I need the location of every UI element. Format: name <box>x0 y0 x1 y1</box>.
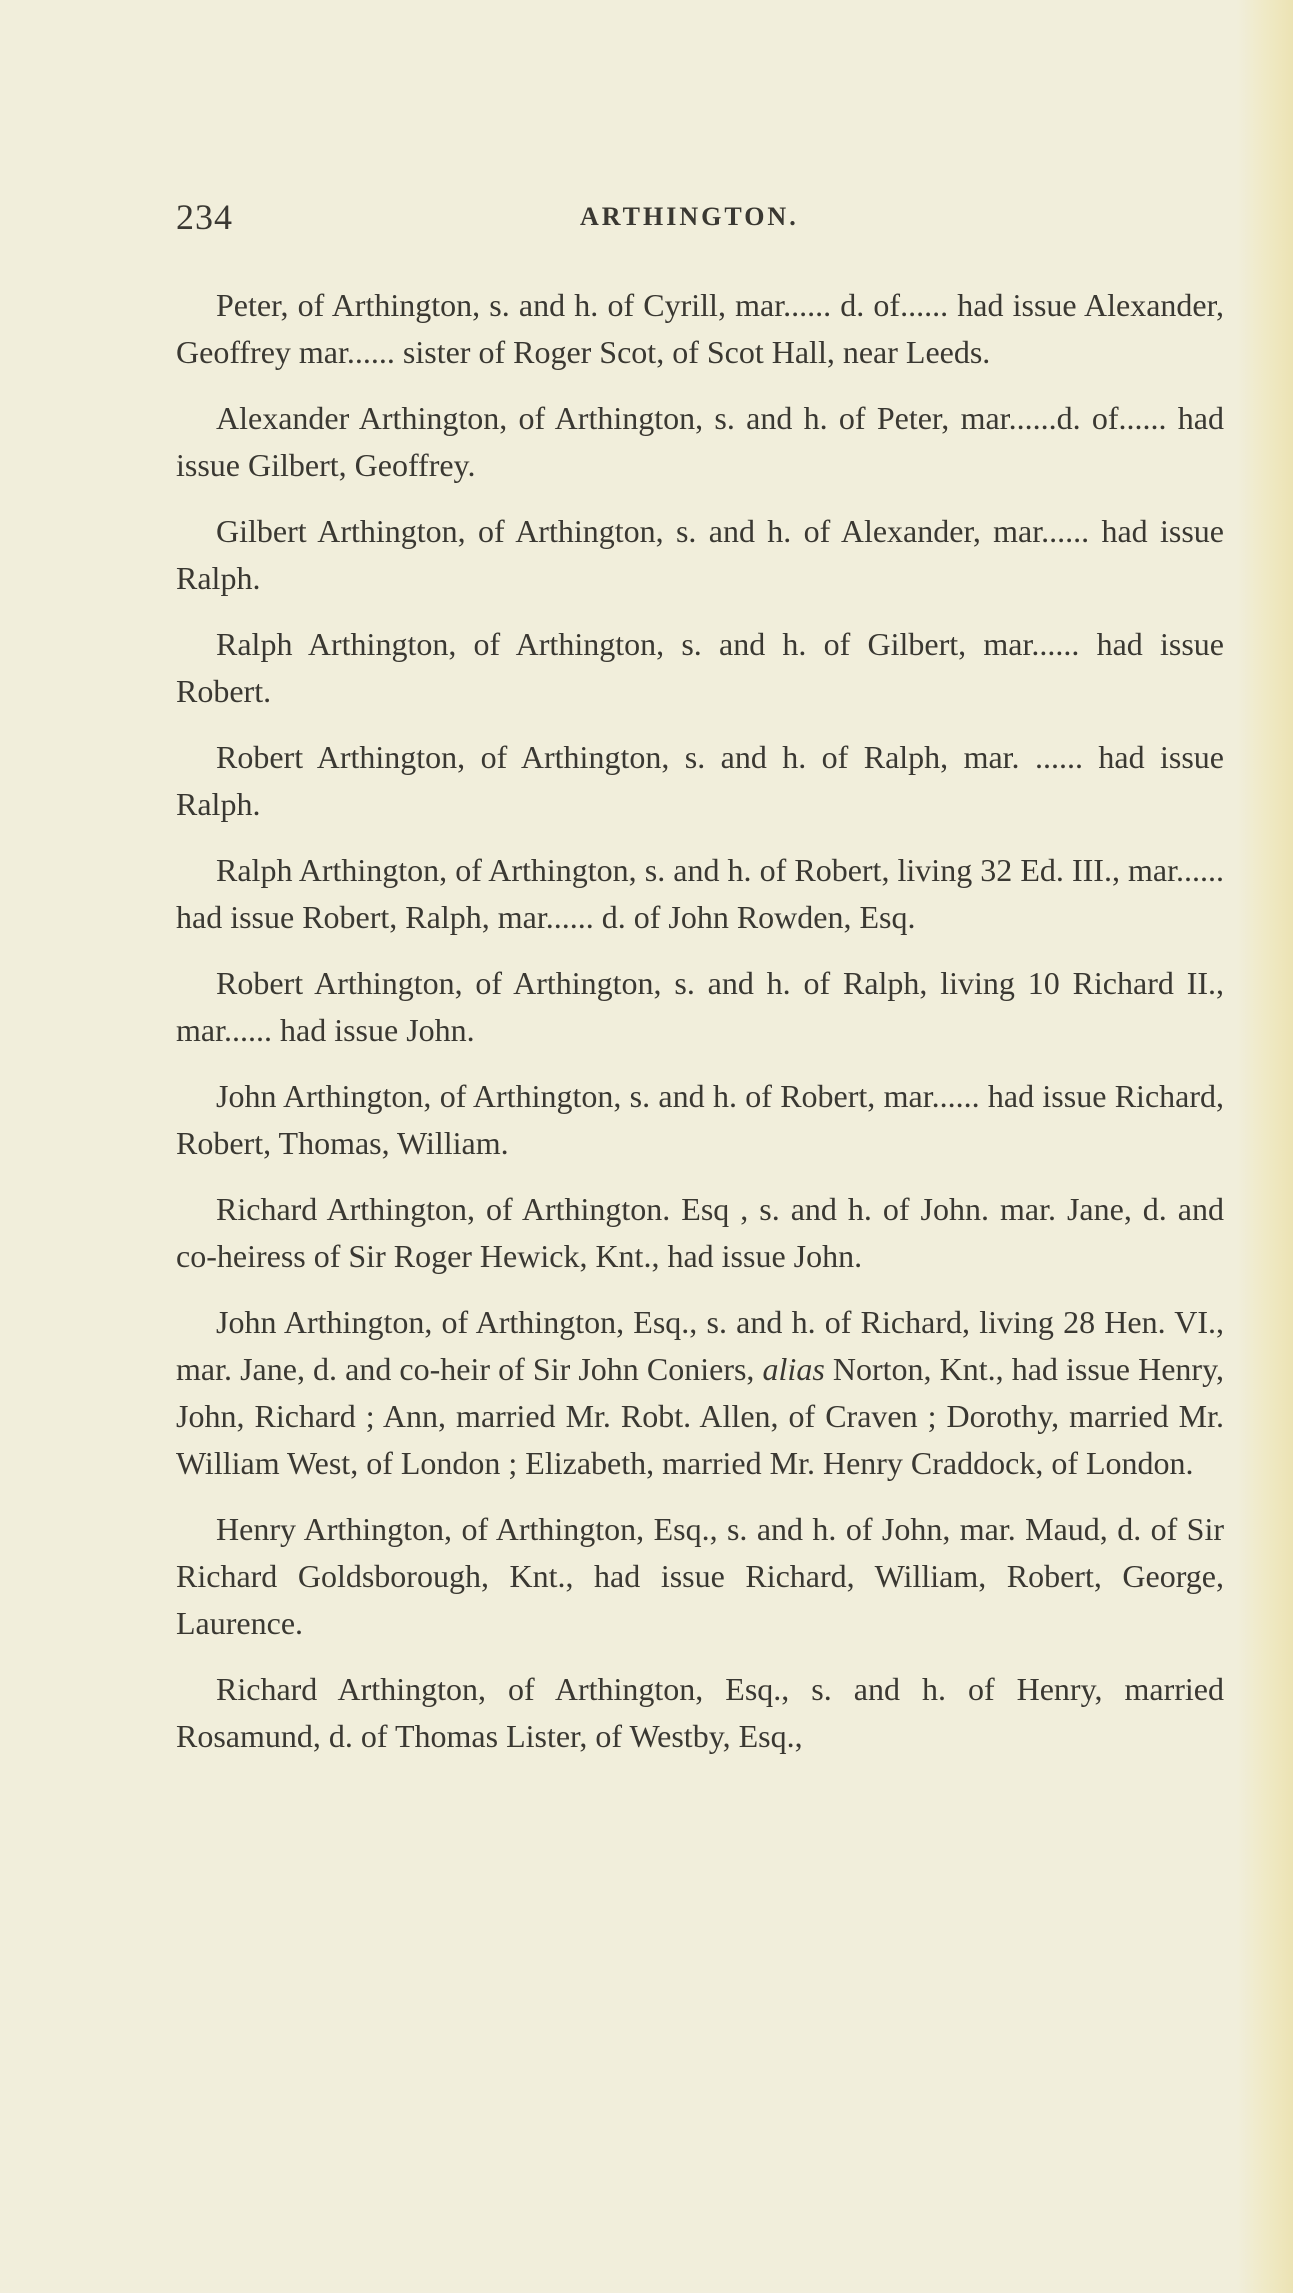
genealogy-text <box>176 282 1224 1760</box>
running-head <box>176 196 1224 256</box>
paragraph-robert: Robert Arthington, of Arthington, s. and h. of Ralph, mar. ...... had issue Ralph. <box>176 739 1224 822</box>
running-title: ARTHINGTON. <box>580 202 799 231</box>
paragraph-richard: Richard Arthington, of Arthington. Esq , s. and h. of John. mar. Jane, d. and co-heiress of Sir Roger Hewick, Knt., had issue John. <box>176 1191 1224 1274</box>
paragraph-ralph: Ralph Arthington, of Arthington, s. and h. of Gilbert, mar...... had issue Robert. <box>176 626 1224 709</box>
paragraph-john-2: John Arthington, of Arthington, Esq., s. and h. of Richard, living 28 Hen. VI., mar. Jane, d. and co-heir of Sir John Coniers, alias Norton, Knt., had issue Henry, John, Richard ; Ann, married Mr. Robt. Allen, of Craven ; Dorothy, married Mr. William West, of London ; Elizabeth, married Mr. Henry Craddock, of London. <box>176 1304 1225 1481</box>
paragraph-gilbert: Gilbert Arthington, of Arthington, s. and h. of Alexander, mar...... had issue Ralph. <box>176 513 1224 596</box>
paragraph-alexander: Alexander Arthington, of Arthington, s. and h. of Peter, mar......d. of...... had issue Gilbert, Geoffrey. <box>176 400 1224 483</box>
paragraph-henry: Henry Arthington, of Arthington, Esq., s. and h. of John, mar. Maud, d. of Sir Richard Goldsborough, Knt., had issue Richard, William, Robert, George, Laurence. <box>176 1511 1224 1641</box>
paragraph-peter: Peter, of Arthington, s. and h. of Cyrill, mar...... d. of...... had issue Alexander, Geoffrey mar...... sister of Roger Scot, of Scot Hall, near Leeds. <box>176 287 1224 370</box>
paragraph-richard-2: Richard Arthington, of Arthington, Esq., s. and h. of Henry, married Rosamund, d. of Thomas Lister, of Westby, Esq., <box>176 1671 1224 1754</box>
book-page <box>176 196 1224 1779</box>
page-number: 234 <box>176 197 233 237</box>
paragraph-ralph-2: Ralph Arthington, of Arthington, s. and h. of Robert, living 32 Ed. III., mar...... had issue Robert, Ralph, mar...... d. of John Rowden, Esq. <box>176 852 1224 935</box>
paragraph-robert-2: Robert Arthington, of Arthington, s. and h. of Ralph, living 10 Richard II., mar...... had issue John. <box>176 965 1224 1048</box>
paragraph-john: John Arthington, of Arthington, s. and h. of Robert, mar...... had issue Richard, Robert, Thomas, William. <box>176 1078 1224 1161</box>
page-edge-shading <box>1237 0 1293 2293</box>
italic-alias: alias <box>762 1351 825 1387</box>
